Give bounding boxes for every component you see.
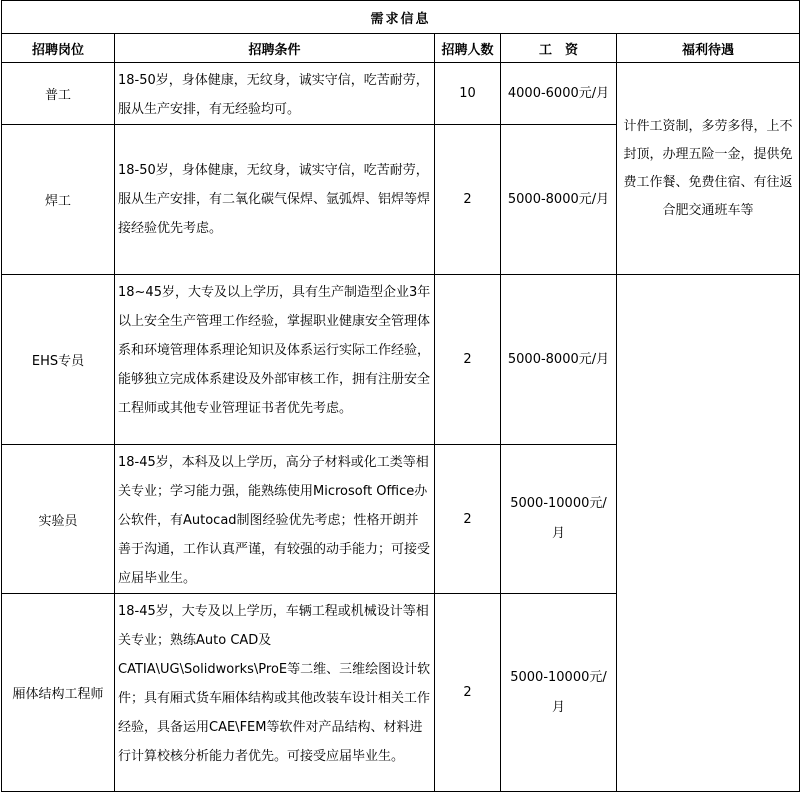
row-conditions: 18-50岁，身体健康，无纹身，诚实守信，吃苦耐劳，服从生产安排，有二氧化碳气保焊、氩弧焊、铝焊等焊接经验优先考虑。 (115, 125, 435, 275)
table-row (2, 63, 800, 125)
row-position: 焊工 (2, 125, 115, 275)
row-conditions: 18-45岁，大专及以上学历，车辆工程或机械设计等相关专业；熟练Auto CAD及CATIA\UG\Solidworks\ProE等二维、三维绘图设计软件；具有厢式货车厢体结构或其他改装车设计相关工作经验，具备运用CAE\FEM等软件对产品结构、材料进行计算校核分析能力者优先。可接受应届毕业生。 (115, 594, 435, 792)
row-conditions: 18-50岁，身体健康，无纹身，诚实守信，吃苦耐劳，服从生产安排，有无经验均可。 (115, 63, 435, 125)
row-count: 2 (435, 594, 501, 792)
row-salary: 5000-10000元/月 (501, 445, 617, 594)
row-position: 厢体结构工程师 (2, 594, 115, 792)
row-conditions: 18~45岁，大专及以上学历，具有生产制造型企业3年以上安全生产管理工作经验，掌握职业健康安全管理体系和环境管理体系理论知识及体系运行实际工作经验，能够独立完成体系建设及外部审核工作，拥有注册安全工程师或其他专业管理证书者优先考虑。 (115, 275, 435, 445)
header-count: 招聘人数 (435, 34, 501, 63)
header-salary: 工 资 (501, 34, 617, 63)
row-conditions: 18-45岁，本科及以上学历，高分子材料或化工类等相关专业；学习能力强，能熟练使用Microsoft Office办公软件，有Autocad制图经验优先考虑；性格开朗并善于沟通，工作认真严谨，有较强的动手能力；可接受应届毕业生。 (115, 445, 435, 594)
row-position: 普工 (2, 63, 115, 125)
row-count: 2 (435, 275, 501, 445)
row-salary: 5000-8000元/月 (501, 125, 617, 275)
header-position: 招聘岗位 (2, 34, 115, 63)
row-count: 10 (435, 63, 501, 125)
table-title: 需求信息 (2, 1, 800, 34)
recruitment-table (1, 0, 800, 792)
benefits-empty-cell (617, 275, 800, 792)
row-position: EHS专员 (2, 275, 115, 445)
row-salary: 4000-6000元/月 (501, 63, 617, 125)
benefits-cell: 计件工资制，多劳多得，上不封顶，办理五险一金，提供免费工作餐、免费住宿、有往返合肥交通班车等 (617, 63, 800, 275)
header-conditions: 招聘条件 (115, 34, 435, 63)
row-count: 2 (435, 125, 501, 275)
row-salary: 5000-8000元/月 (501, 275, 617, 445)
table-row (2, 275, 800, 445)
row-position: 实验员 (2, 445, 115, 594)
row-count: 2 (435, 445, 501, 594)
header-benefits: 福利待遇 (617, 34, 800, 63)
row-salary: 5000-10000元/月 (501, 594, 617, 792)
